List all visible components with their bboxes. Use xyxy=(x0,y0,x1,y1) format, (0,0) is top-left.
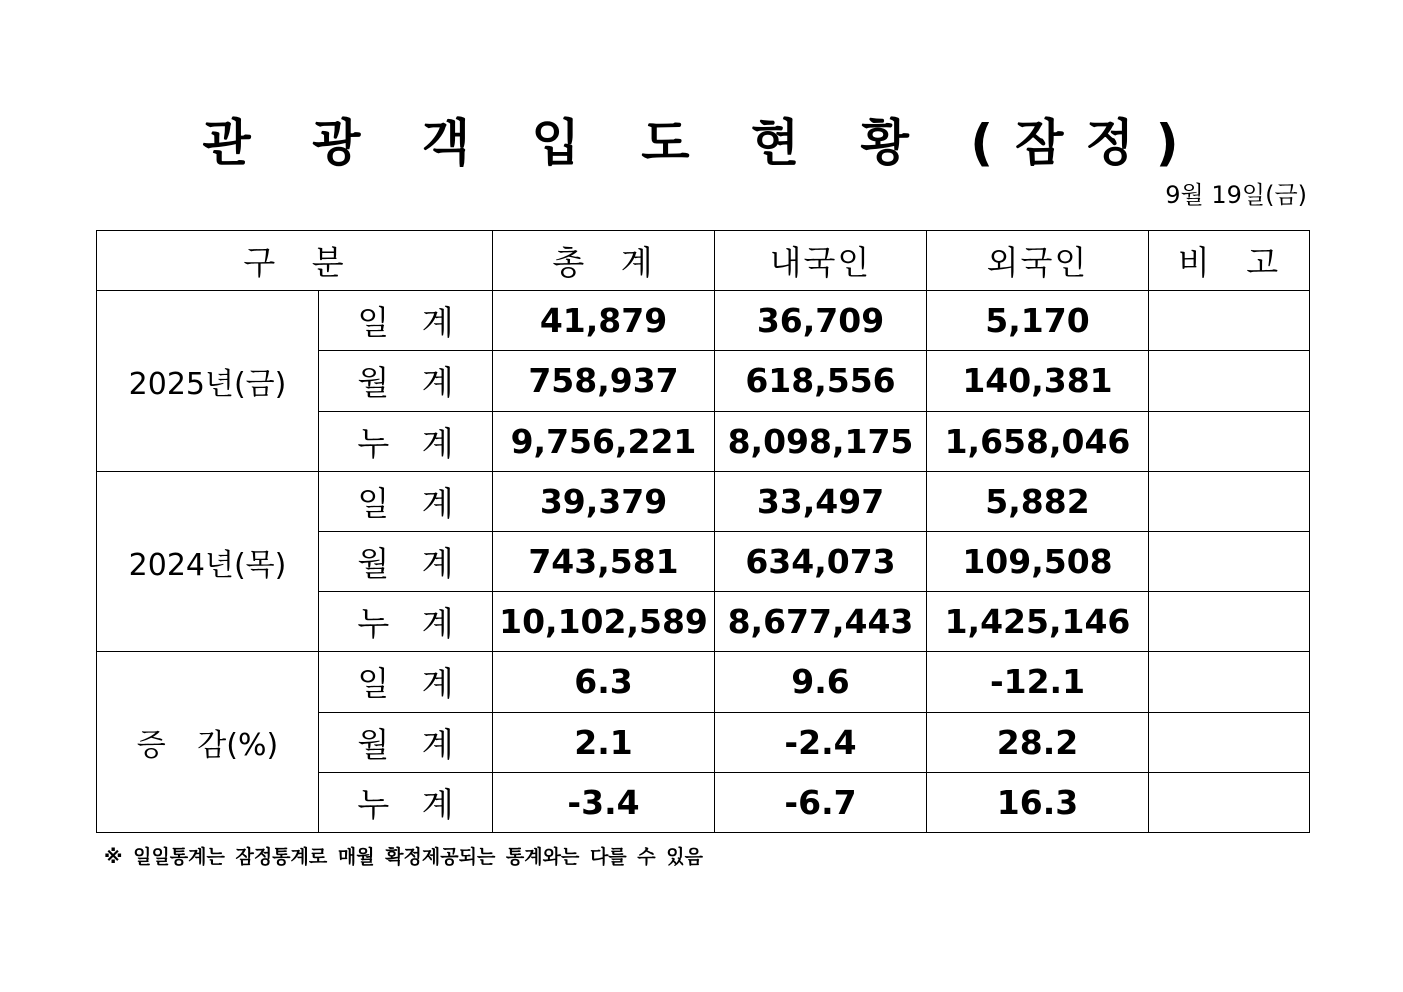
total-cell: 2.1 xyxy=(493,712,715,772)
group-label-2024: 2024년(목) xyxy=(97,471,319,652)
header-domestic: 내국인 xyxy=(715,231,927,291)
group-label-2025: 2025년(금) xyxy=(97,291,319,472)
foreign-cell: 16.3 xyxy=(927,772,1149,832)
domestic-cell: 9.6 xyxy=(715,652,927,712)
footnote: ※ 일일통계는 잠정통계로 매월 확정제공되는 통계와는 다를 수 있음 xyxy=(104,846,703,868)
period-label: 누 계 xyxy=(319,411,493,471)
period-label: 일 계 xyxy=(319,471,493,531)
table-row xyxy=(97,291,1310,351)
total-cell: 39,379 xyxy=(493,471,715,531)
note-cell xyxy=(1149,712,1310,772)
note-cell xyxy=(1149,291,1310,351)
note-cell xyxy=(1149,351,1310,411)
note-cell xyxy=(1149,592,1310,652)
table-row xyxy=(97,471,1310,531)
domestic-cell: 634,073 xyxy=(715,531,927,591)
tourist-arrivals-table xyxy=(96,230,1310,833)
domestic-cell: -2.4 xyxy=(715,712,927,772)
foreign-cell: 28.2 xyxy=(927,712,1149,772)
total-cell: -3.4 xyxy=(493,772,715,832)
note-cell xyxy=(1149,411,1310,471)
foreign-cell: -12.1 xyxy=(927,652,1149,712)
foreign-cell: 109,508 xyxy=(927,531,1149,591)
foreign-cell: 1,425,146 xyxy=(927,592,1149,652)
domestic-cell: 618,556 xyxy=(715,351,927,411)
page-title: 관 광 객 입 도 현 황 (잠정) xyxy=(202,114,1201,172)
period-label: 월 계 xyxy=(319,531,493,591)
domestic-cell: 8,098,175 xyxy=(715,411,927,471)
period-label: 누 계 xyxy=(319,592,493,652)
domestic-cell: 8,677,443 xyxy=(715,592,927,652)
report-date: 9월 19일(금) xyxy=(1165,181,1307,209)
foreign-cell: 140,381 xyxy=(927,351,1149,411)
foreign-cell: 1,658,046 xyxy=(927,411,1149,471)
header-foreign: 외국인 xyxy=(927,231,1149,291)
note-cell xyxy=(1149,772,1310,832)
period-label: 일 계 xyxy=(319,291,493,351)
total-cell: 10,102,589 xyxy=(493,592,715,652)
header-category: 구 분 xyxy=(97,231,493,291)
group-label-change: 증 감(%) xyxy=(97,652,319,833)
note-cell xyxy=(1149,652,1310,712)
period-label: 일 계 xyxy=(319,652,493,712)
domestic-cell: 33,497 xyxy=(715,471,927,531)
foreign-cell: 5,882 xyxy=(927,471,1149,531)
period-label: 월 계 xyxy=(319,712,493,772)
period-label: 누 계 xyxy=(319,772,493,832)
total-cell: 41,879 xyxy=(493,291,715,351)
total-cell: 9,756,221 xyxy=(493,411,715,471)
foreign-cell: 5,170 xyxy=(927,291,1149,351)
note-cell xyxy=(1149,471,1310,531)
table-header-row xyxy=(97,231,1310,291)
total-cell: 743,581 xyxy=(493,531,715,591)
total-cell: 758,937 xyxy=(493,351,715,411)
period-label: 월 계 xyxy=(319,351,493,411)
total-cell: 6.3 xyxy=(493,652,715,712)
header-note: 비 고 xyxy=(1149,231,1310,291)
header-total: 총 계 xyxy=(493,231,715,291)
domestic-cell: -6.7 xyxy=(715,772,927,832)
domestic-cell: 36,709 xyxy=(715,291,927,351)
table-row xyxy=(97,652,1310,712)
note-cell xyxy=(1149,531,1310,591)
